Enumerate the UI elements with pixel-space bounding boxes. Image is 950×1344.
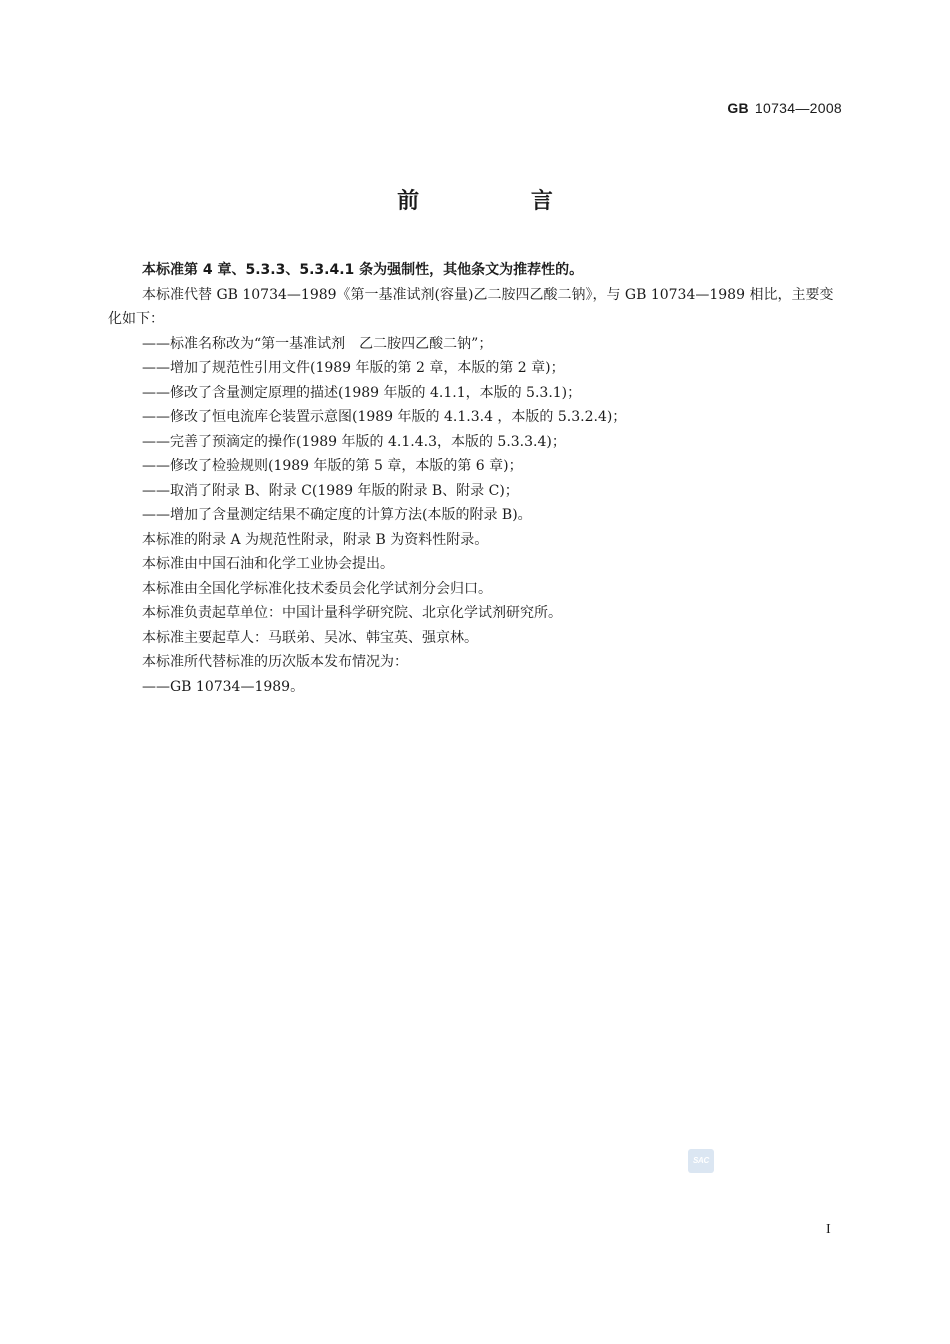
version-history-item: ——GB 10734—1989。 bbox=[142, 678, 305, 695]
change-item: ——修改了含量测定原理的描述(1989 年版的 4.1.1，本版的 5.3.1)； bbox=[142, 384, 582, 401]
standard-prefix: GB bbox=[727, 100, 749, 116]
drafting-organizations: 本标准负责起草单位：中国计量科学研究院、北京化学试剂研究所。 bbox=[142, 605, 562, 621]
change-item: ——修改了检验规则(1989 年版的第 5 章，本版的第 6 章)； bbox=[142, 458, 523, 474]
change-item: ——取消了附录 B、附录 C(1989 年版的附录 B、附录 C)； bbox=[142, 482, 519, 499]
replacement-statement: 本标准代替 GB 10734—1989《第一基准试剂(容量)乙二胺四乙酸二钠》，与 GB 10734—1989 相比，主要变化如下： bbox=[108, 286, 834, 327]
sac-watermark-logo: SAC bbox=[688, 1149, 714, 1173]
annex-statement: 本标准的附录 A 为规范性附录，附录 B 为资料性附录。 bbox=[142, 531, 489, 548]
page-number: I bbox=[826, 1222, 831, 1237]
standard-code-header bbox=[727, 100, 842, 116]
standard-number: 10734—2008 bbox=[754, 100, 842, 116]
foreword-body bbox=[108, 258, 844, 699]
page-title: 前 言 bbox=[397, 189, 605, 214]
change-item: ——增加了含量测定结果不确定度的计算方法(本版的附录 B)。 bbox=[142, 507, 532, 523]
change-item: ——标准名称改为“第一基准试剂 乙二胺四乙酸二钠”； bbox=[142, 335, 493, 352]
version-history-intro: 本标准所代替标准的历次版本发布情况为： bbox=[142, 654, 408, 670]
mandatory-statement: 本标准第 4 章、5.3.3、5.3.4.1 条为强制性，其他条文为推荐性的。 bbox=[142, 262, 584, 278]
drafters: 本标准主要起草人：马联弟、吴冰、韩宝英、强京林。 bbox=[142, 629, 478, 646]
change-item: ——增加了规范性引用文件(1989 年版的第 2 章，本版的第 2 章)； bbox=[142, 360, 565, 376]
change-item: ——完善了预滴定的操作(1989 年版的 4.1.4.3，本版的 5.3.3.4)； bbox=[142, 433, 566, 450]
change-item: ——修改了恒电流库仑装置示意图(1989 年版的 4.1.3.4 ，本版的 5.3.2.4)； bbox=[142, 409, 627, 425]
technical-committee-statement: 本标准由全国化学标准化技术委员会化学试剂分会归口。 bbox=[142, 580, 492, 597]
proposer-statement: 本标准由中国石油和化学工业协会提出。 bbox=[142, 556, 394, 572]
